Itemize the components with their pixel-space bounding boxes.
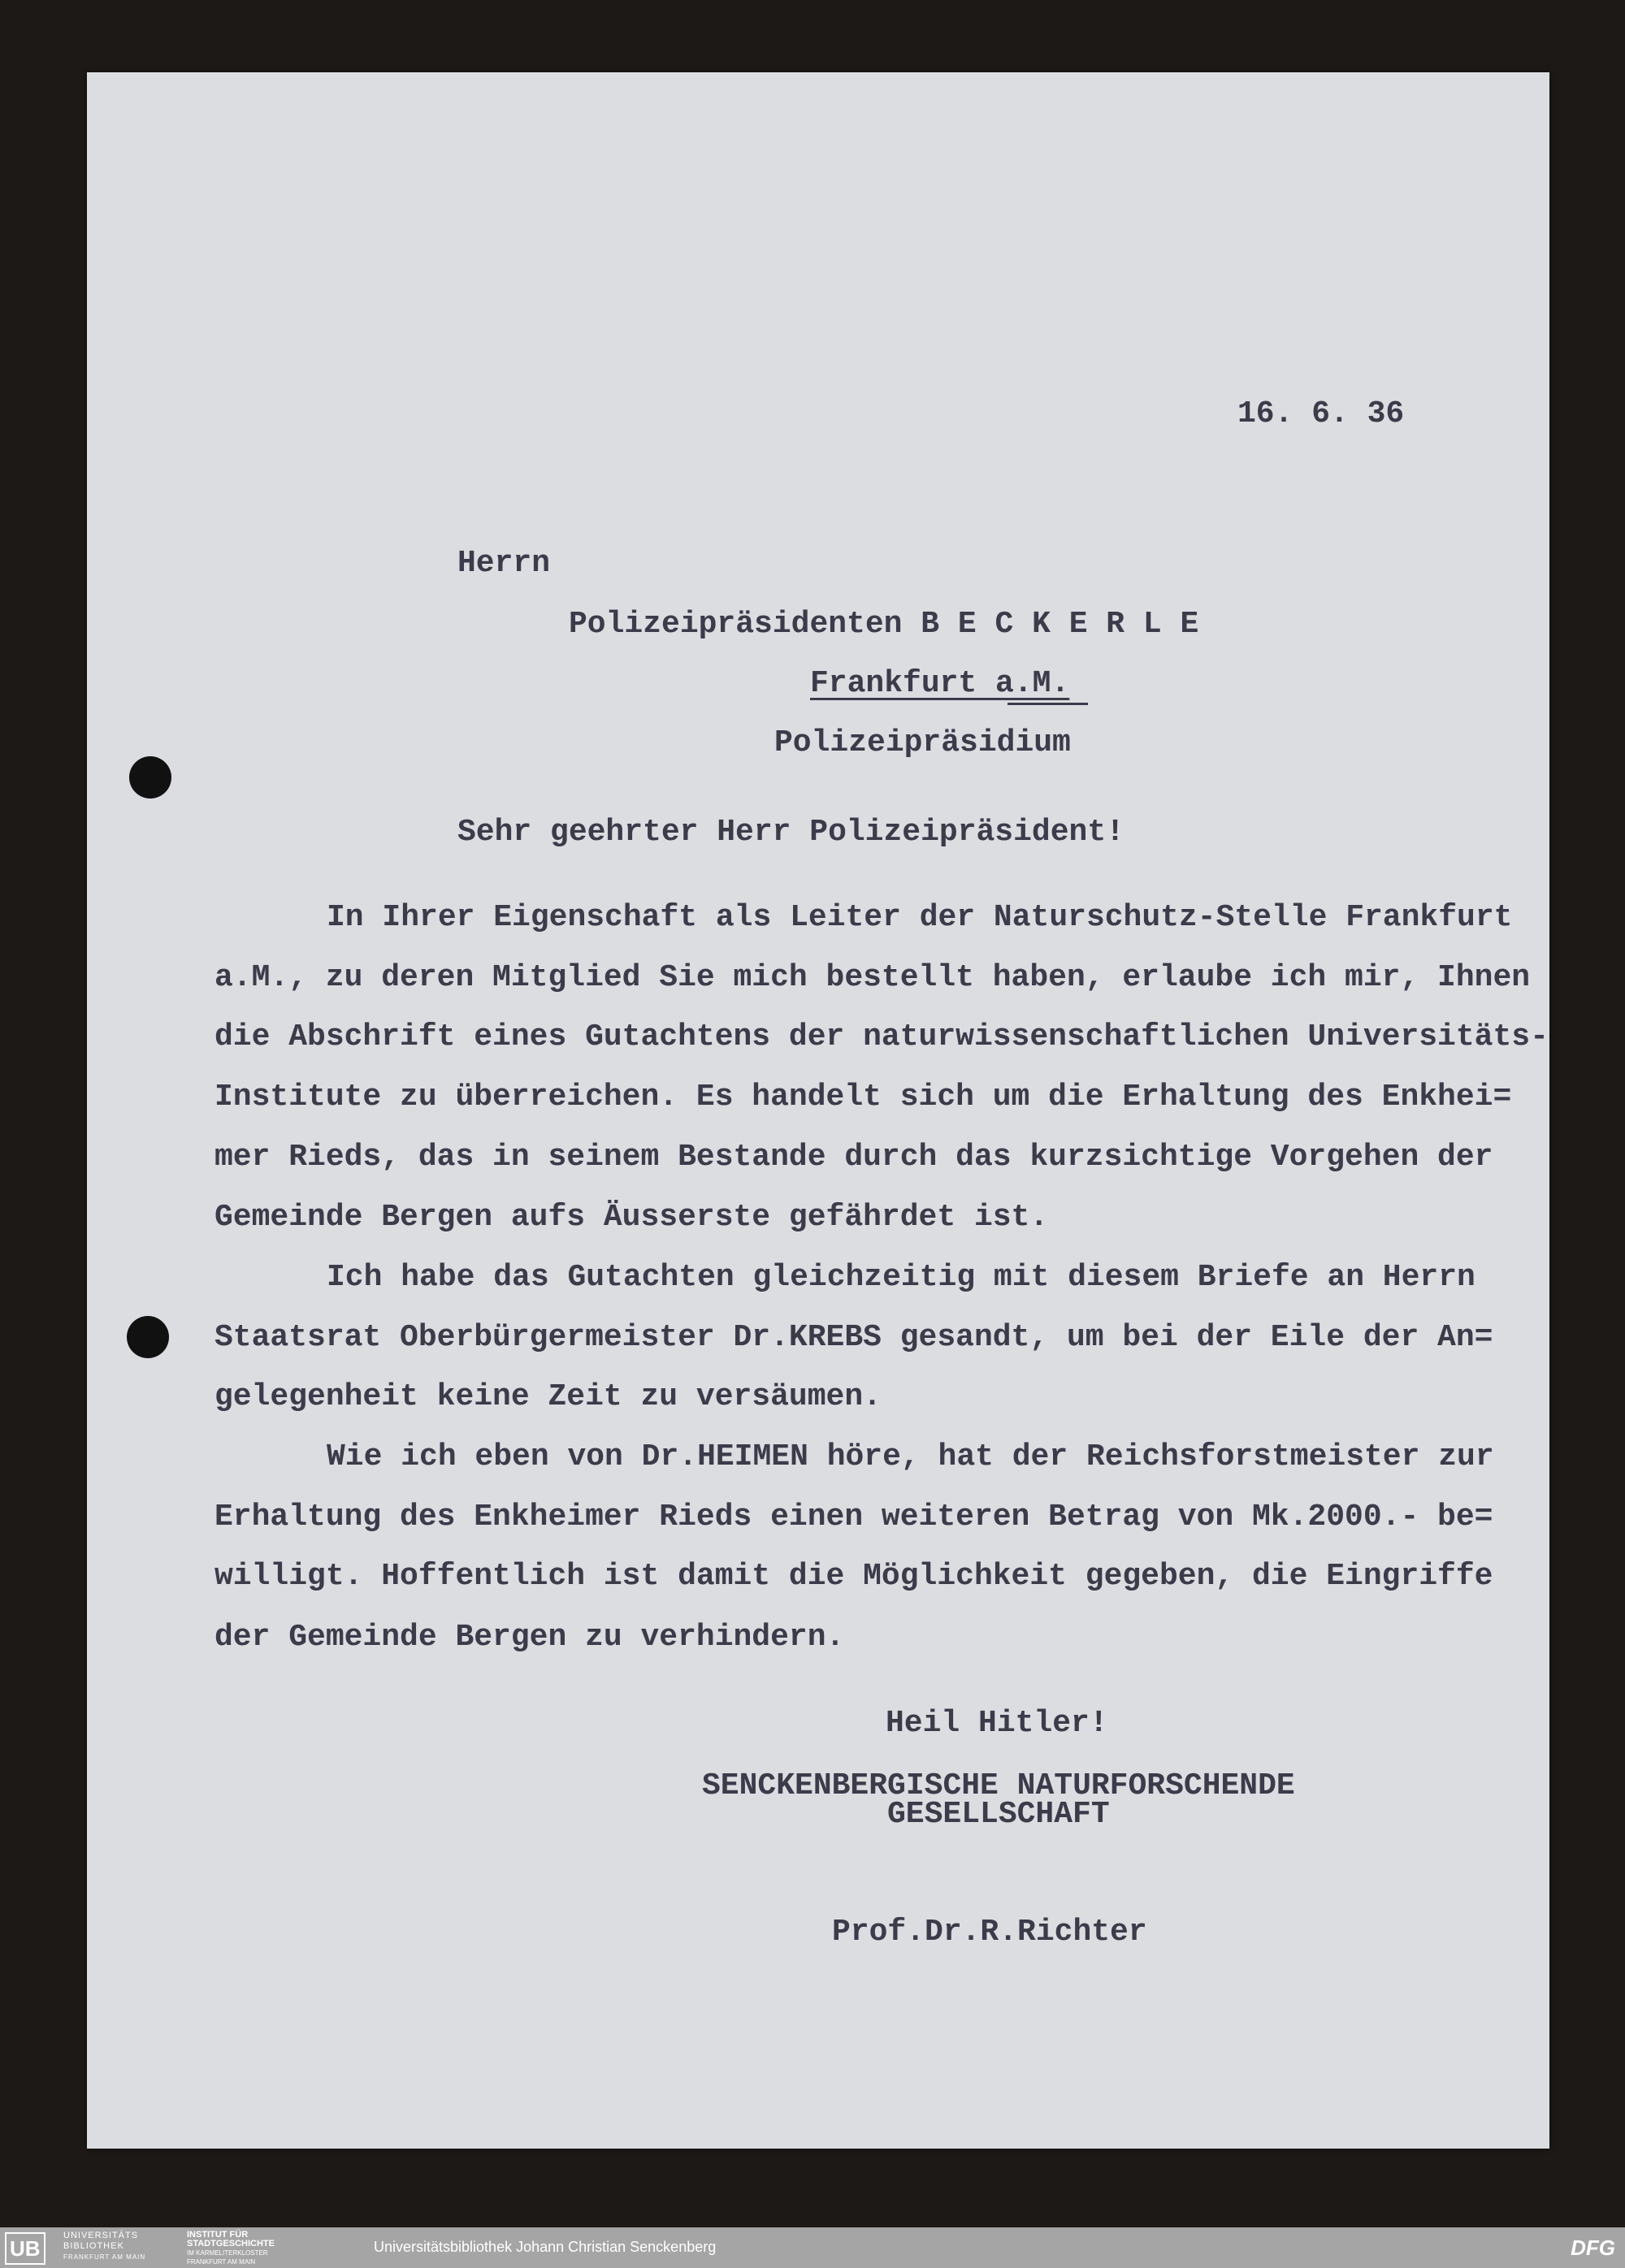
ub-text-line: FRANKFURT AM MAIN [63, 2253, 146, 2261]
institute-logo-text [187, 2231, 275, 2266]
body-line: gelegenheit keine Zeit zu versäumen. [214, 1379, 882, 1414]
body-line: willigt. Hoffentlich ist damit die Möglichkeit gegeben, die Eingriffe [214, 1559, 1493, 1594]
institute-text-line: STADTGESCHICHTE [187, 2239, 275, 2249]
ub-logo: UB [5, 2232, 46, 2265]
greeting: Sehr geehrter Herr Polizeipräsident! [457, 815, 1124, 850]
institute-text-line: IM KARMELITERKLOSTER [187, 2249, 268, 2257]
dfg-logo: DFG [1571, 2236, 1615, 2260]
body-line: In Ihrer Eigenschaft als Leiter der Naturschutz-Stelle Frankfurt [327, 900, 1513, 935]
ub-text-line: BIBLIOTHEK [63, 2241, 124, 2251]
punch-hole [127, 1316, 169, 1358]
body-line: Wie ich eben von Dr.HEIMEN höre, hat der Reichsforstmeister zur [327, 1439, 1494, 1474]
body-line: der Gemeinde Bergen zu verhindern. [214, 1620, 845, 1655]
organization-line-1: SENCKENBERGISCHE NATURFORSCHENDE [702, 1768, 1295, 1803]
body-line: a.M., zu deren Mitglied Sie mich bestellt haben, erlaube ich mir, Ihnen [214, 960, 1531, 995]
ub-logo-text [63, 2231, 145, 2262]
address-prefix: Herrn [457, 546, 551, 581]
signature: Prof.Dr.R.Richter [832, 1915, 1147, 1950]
punch-hole [129, 756, 171, 799]
recipient-office: Polizeipräsidium [774, 725, 1071, 760]
recipient-city: Frankfurt a.M. [810, 666, 1070, 701]
body-line: die Abschrift eines Gutachtens der naturwissenschaftlichen Universitäts- [214, 1019, 1549, 1054]
body-line: mer Rieds, das in seinem Bestande durch das kurzsichtige Vorgehen der [214, 1140, 1493, 1175]
viewer-footer [0, 2227, 1625, 2268]
institute-text-line: INSTITUT FÜR [187, 2230, 249, 2240]
ub-text-line: UNIVERSITÄTS [63, 2231, 139, 2240]
body-line: Gemeinde Bergen aufs Äusserste gefährdet ist. [214, 1200, 1049, 1235]
body-line: Staatsrat Oberbürgermeister Dr.KREBS gesandt, um bei der Eile der An= [214, 1320, 1493, 1355]
organization-line-2: GESELLSCHAFT [887, 1797, 1110, 1832]
closing: Heil Hitler! [886, 1706, 1108, 1741]
recipient: Polizeipräsidenten B E C K E R L E [569, 607, 1199, 642]
institute-text-line: FRANKFURT AM MAIN [187, 2258, 256, 2266]
library-name: Universitätsbibliothek Johann Christian Senckenberg [374, 2239, 717, 2255]
body-line: Ich habe das Gutachten gleichzeitig mit diesem Briefe an Herrn [327, 1260, 1476, 1295]
underline-rule [1008, 703, 1088, 705]
body-line: Erhaltung des Enkheimer Rieds einen weiteren Betrag von Mk.2000.- be= [214, 1500, 1493, 1534]
body-line: Institute zu überreichen. Es handelt sich um die Erhaltung des Enkhei= [214, 1080, 1512, 1115]
letter-date: 16. 6. 36 [1237, 396, 1405, 431]
